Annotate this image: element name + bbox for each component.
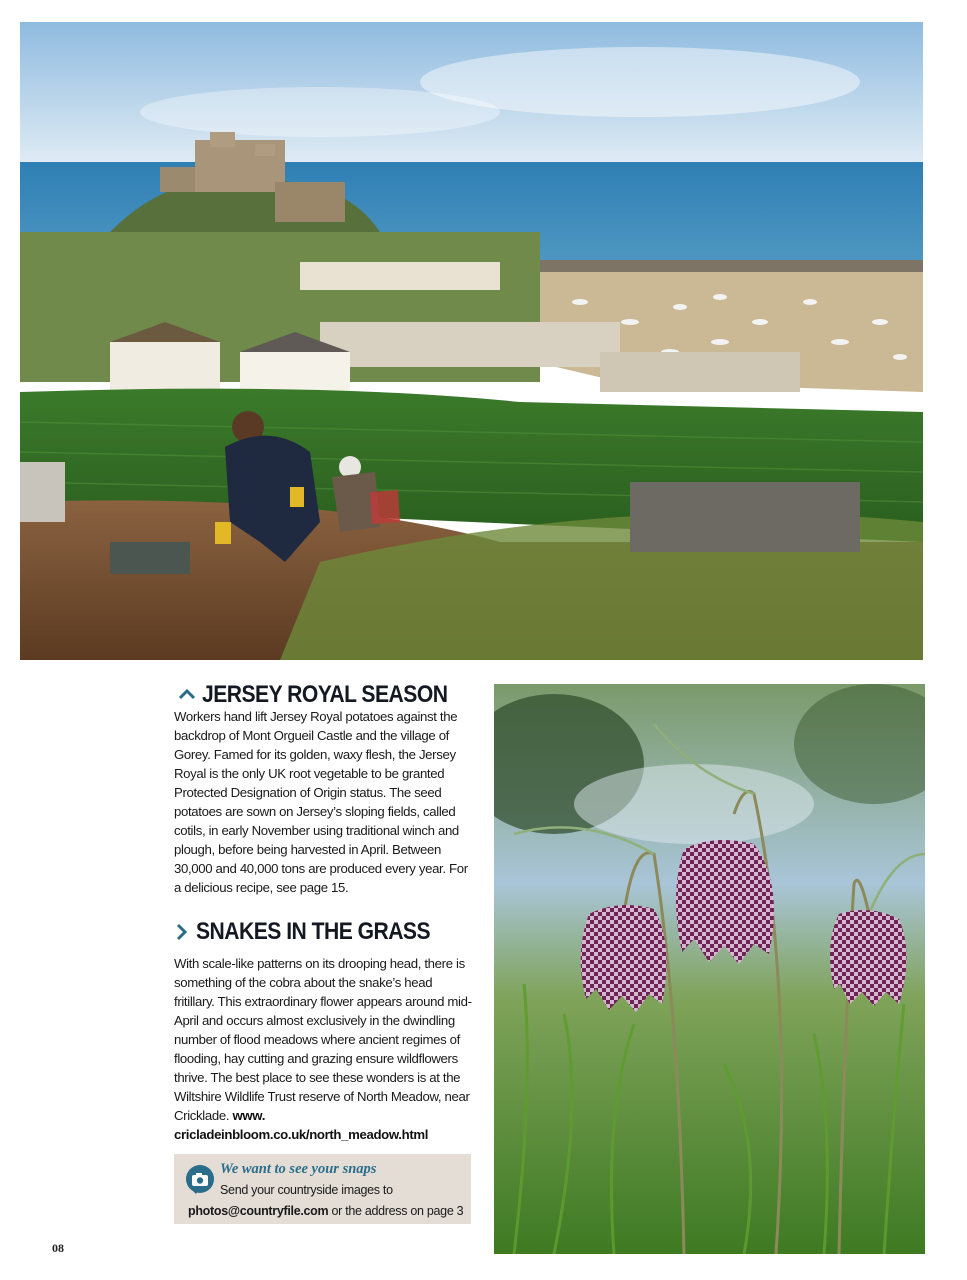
article-1-body: Workers hand lift Jersey Royal potatoes against the backdrop of Mont Orgueil Castle and the village of Gorey. Famed for its golden, waxy flesh, the Jersey Royal is the only UK root vegetable to be granted Protected Designation of Origin status. The seed potatoes are sown on Jersey’s sloping fields, called cotils, in early November using traditional winch and plough, before being harvested in April. Between 30,000 and 40,000 tons are produced every year. For a delicious recipe, see page 15. — [174, 709, 468, 895]
hero-photo — [20, 22, 923, 660]
article-2-body-text: With scale-like patterns on its drooping head, there is something of the cobra about the snake’s head fritillary. This extraordinary flower appears around mid-April and occurs almost exclusively in the dwindling number of flood meadows where ancient regimes of flooding, hay cutting and grazing ensure wildflowers thrive. The best place to see these wonders is at the Wiltshire Wildlife Trust reserve of North Meadow, near Cricklade. — [174, 956, 472, 1123]
snaps-address-line — [188, 1204, 463, 1218]
snaps-title: We want to see your snaps — [220, 1161, 377, 1177]
snaps-instruction: Send your countryside images to — [220, 1183, 393, 1197]
snaps-address-rest: or the address on page 3 — [328, 1204, 464, 1218]
article-2-body — [174, 954, 474, 1144]
jersey-potato-harvest-photo — [20, 22, 923, 660]
article-2-heading — [170, 918, 462, 946]
snaps-email-link[interactable]: photos@countryfile.com — [188, 1204, 329, 1218]
fritillary-photo — [494, 684, 925, 1254]
chevron-up-icon — [176, 684, 198, 706]
camera-icon — [184, 1164, 216, 1196]
chevron-right-icon — [170, 921, 192, 943]
page-number: 08 — [52, 1241, 64, 1255]
article-1-heading — [176, 681, 481, 709]
article-1-title: JERSEY ROYAL SEASON — [202, 681, 448, 708]
article-2-title: SNAKES IN THE GRASS — [196, 918, 431, 945]
snakes-head-fritillary-photo — [494, 684, 925, 1254]
north-meadow-link[interactable]: www. cricladeinbloom.co.uk/north_meadow.html — [174, 1108, 429, 1142]
send-snaps-box — [174, 1154, 471, 1224]
